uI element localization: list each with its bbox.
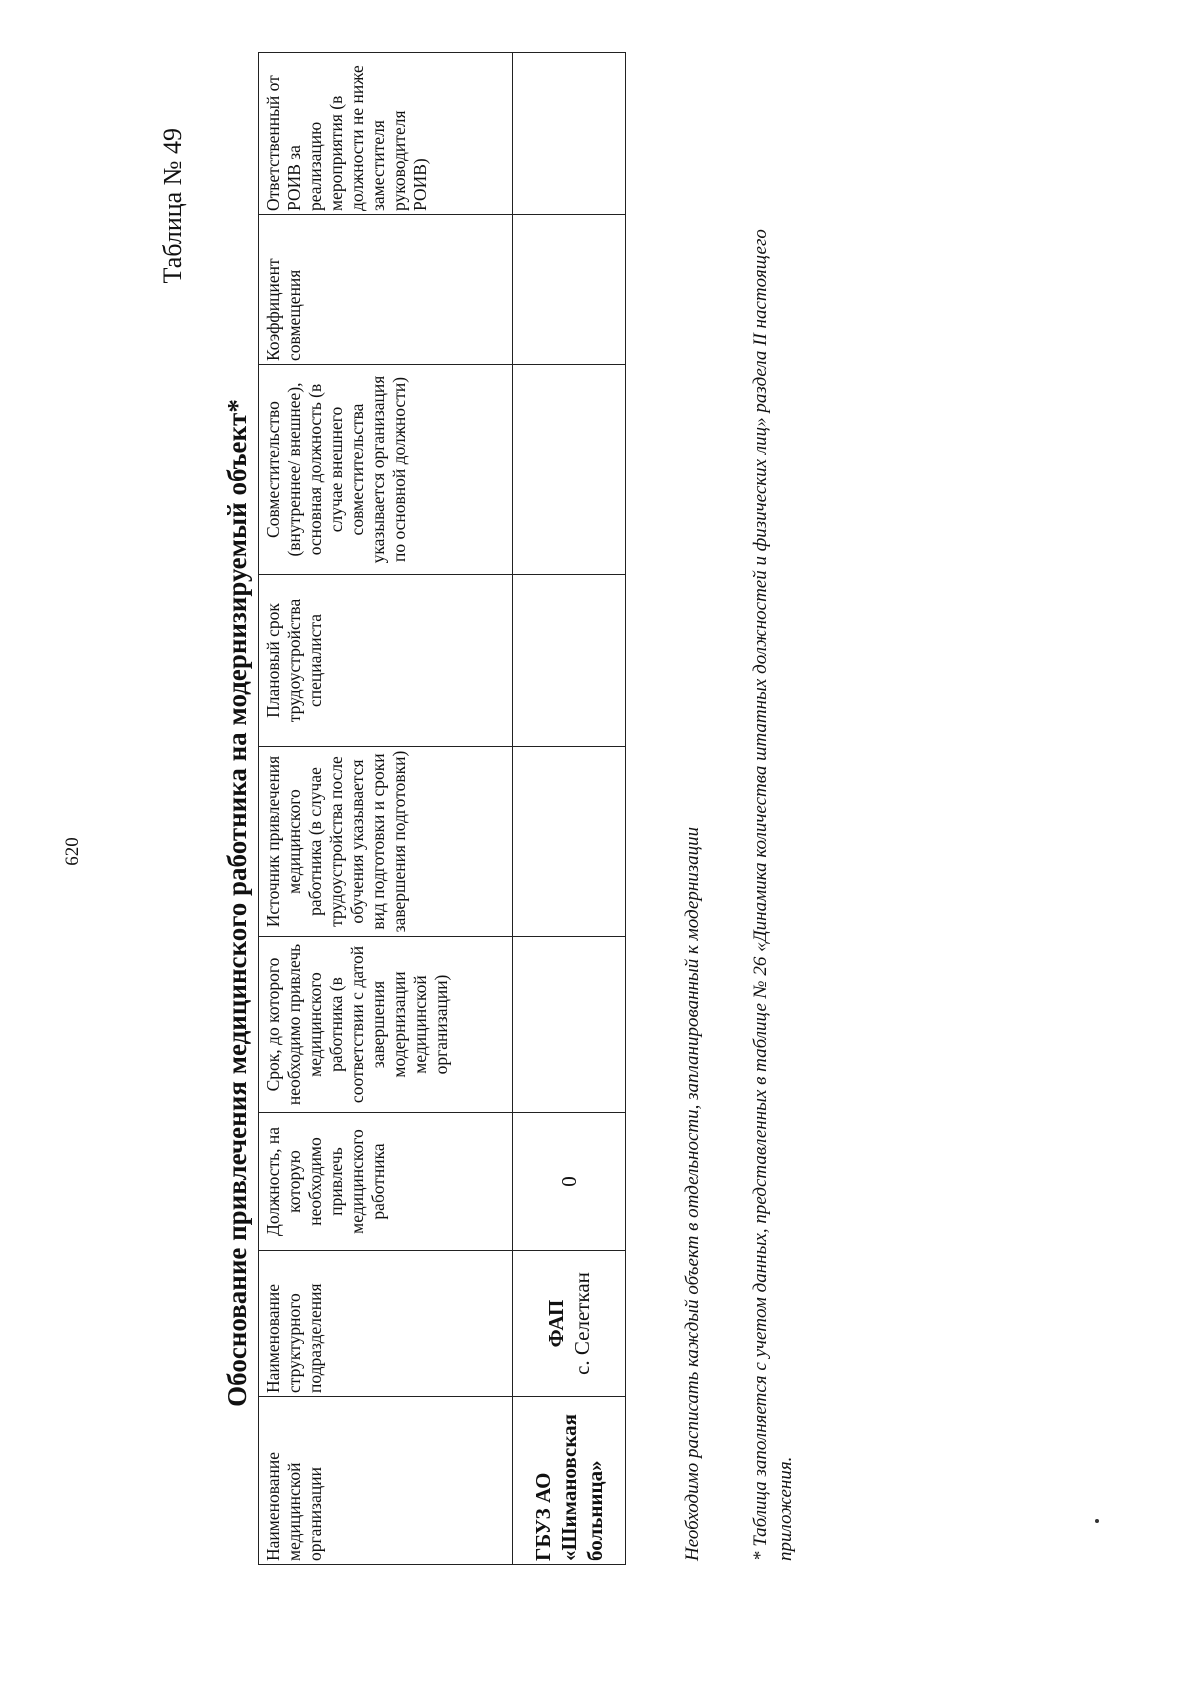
cell-structural-unit	[513, 1251, 626, 1397]
header-combination: Совместительство (внутреннее/ внешнее), основная должность (в случае внешнего совместительства указывается организация по основной должности)	[259, 365, 513, 575]
table-footnote: * Таблица заполняется с учетом данных, представленных в таблице № 26 «Динамика количества штатных должностей и физических лиц» раздела II настоящего приложения.	[750, 229, 796, 1561]
cell-planned-date	[513, 575, 626, 747]
cell-combination	[513, 365, 626, 575]
cell-position: 0	[513, 1113, 626, 1251]
page-number: 620	[62, 837, 83, 866]
header-coefficient: Коэффициент совмещения	[259, 215, 513, 365]
header-deadline: Срок, до которого необходимо привлечь медицинского работника (в соответствии с датой завершения модернизации медицинской организации)	[259, 937, 513, 1113]
scan-speck	[1095, 1519, 1099, 1523]
header-structural-unit: Наименование структурного подразделения	[259, 1251, 513, 1397]
unit-place: с. Селеткан	[570, 1272, 594, 1375]
document-title: Обоснование привлечения медицинского работника на модернизируемый объект*	[222, 399, 252, 1407]
cell-responsible	[513, 53, 626, 215]
cell-coefficient	[513, 215, 626, 365]
table-number: Таблица № 49	[158, 128, 187, 284]
table-header-row	[259, 53, 513, 1565]
header-responsible: Ответственный от РОИВ за реализацию мероприятия (в должности не ниже заместителя руководителя РОИВ)	[259, 53, 513, 215]
cell-source	[513, 747, 626, 937]
unit-title: ФАП	[544, 1299, 568, 1348]
header-position: Должность, на которую необходимо привлечь медицинского работника	[259, 1113, 513, 1251]
header-organization: Наименование медицинской организации	[259, 1397, 513, 1565]
table-note: Необходимо расписать каждый объект в отдельности, запланированный к модернизации	[682, 826, 703, 1561]
cell-deadline	[513, 937, 626, 1113]
header-source: Источник привлечения медицинского работника (в случае трудоустройства после обучения указывается вид подготовки и сроки завершения подготовки)	[259, 747, 513, 937]
header-planned-date: Плановый срок трудоустройства специалиста	[259, 575, 513, 747]
staffing-table	[258, 52, 626, 1565]
cell-organization: ГБУЗ АО «Шимановская больница»	[513, 1397, 626, 1565]
table-row	[513, 53, 626, 1565]
